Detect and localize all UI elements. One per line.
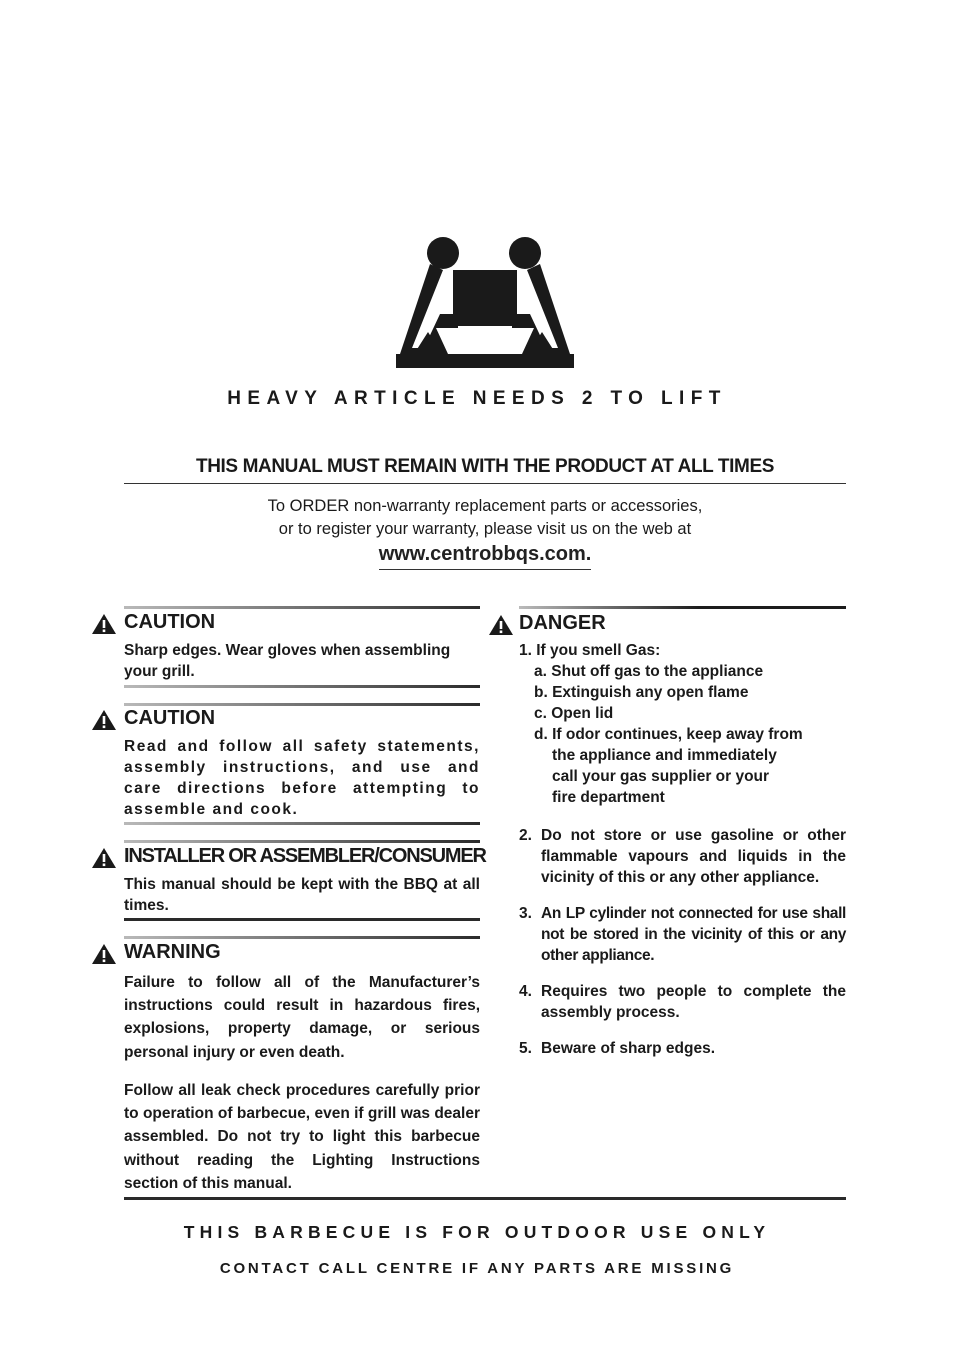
footer-rule	[124, 1197, 846, 1200]
warning-triangle-icon	[91, 847, 117, 869]
caution-2-heading: CAUTION	[124, 707, 216, 729]
caution-2-top-rule	[124, 703, 480, 706]
two-person-lift-icon	[396, 236, 574, 370]
danger-heading: DANGER	[519, 612, 606, 634]
danger-item-5	[519, 1038, 846, 1059]
installer-bottom-rule	[124, 918, 480, 921]
danger-item-1b: b. Extinguish any open flame	[534, 684, 749, 701]
danger-item-2-num: 2.	[519, 827, 532, 844]
warning-heading: WARNING	[124, 941, 221, 963]
missing-parts-notice: CONTACT CALL CENTRE IF ANY PARTS ARE MISSING	[219, 1260, 735, 1277]
warning-paragraph-2: Follow all leak check procedures carefully prior to operation of barbecue, even if grill was dealer assembled. Do not try to light this barbecue without reading the Lighting Instructions section of this manual.	[124, 1082, 480, 1192]
danger-item-5-text: Beware of sharp edges.	[541, 1040, 716, 1057]
warning-top-rule	[124, 936, 480, 939]
danger-item-1d-line-1: d. If odor continues, keep away from	[534, 726, 803, 743]
heavy-article-notice: HEAVY ARTICLE NEEDS 2 TO LIFT	[227, 388, 727, 409]
caution-1-bottom-rule	[124, 685, 480, 688]
installer-heading: INSTALLER OR ASSEMBLER/CONSUMER	[124, 845, 486, 867]
installer-text: This manual should be kept with the BBQ at all times.	[124, 876, 480, 914]
danger-item-1d-line-3: call your gas supplier or your	[552, 768, 770, 785]
warning-triangle-icon	[488, 614, 514, 636]
order-line-2: or to register your warranty, please visit us on the web at	[278, 520, 692, 538]
warning-triangle-icon	[91, 709, 117, 731]
danger-item-1d-line-4: fire department	[552, 789, 665, 806]
danger-item-3-text: An LP cylinder not connected for use shall not be stored in the vicinity of this or any other appliance.	[541, 905, 846, 964]
title-divider	[124, 483, 846, 484]
danger-item-2	[519, 825, 846, 888]
installer-top-rule	[124, 840, 480, 843]
danger-item-1c: c. Open lid	[534, 705, 614, 722]
website-link[interactable]: www.centrobbqs.com.	[379, 543, 592, 570]
danger-item-4	[519, 981, 846, 1023]
danger-item-1	[519, 640, 846, 808]
caution-1-top-rule	[124, 606, 480, 609]
caution-2-text: Read and follow all safety statements, assembly instructions, and use and care directions before attempting to assemble and cook.	[124, 738, 480, 818]
warning-triangle-icon	[91, 943, 117, 965]
order-line-1: To ORDER non-warranty replacement parts or accessories,	[267, 497, 703, 515]
manual-title: THIS MANUAL MUST REMAIN WITH THE PRODUCT AT ALL TIMES	[196, 456, 774, 477]
danger-item-3	[519, 903, 846, 966]
warning-triangle-icon	[91, 613, 117, 635]
danger-top-rule	[519, 606, 846, 609]
outdoor-use-notice: THIS BARBECUE IS FOR OUTDOOR USE ONLY	[183, 1222, 771, 1242]
url-wrap	[124, 543, 846, 570]
caution-1-heading: CAUTION	[124, 611, 216, 633]
danger-item-5-num: 5.	[519, 1040, 532, 1057]
danger-item-4-num: 4.	[519, 983, 532, 1000]
danger-item-2-text: Do not store or use gasoline or other flammable vapours and liquids in the vicinity of this or any other appliance.	[541, 827, 846, 886]
danger-item-1a: a. Shut off gas to the appliance	[534, 663, 764, 680]
warning-paragraph-1: Failure to follow all of the Manufacturer’s instructions could result in hazardous fires, explosions, property damage, or serious personal injury or even death.	[124, 974, 480, 1061]
danger-item-3-num: 3.	[519, 905, 532, 922]
caution-1-text: Sharp edges. Wear gloves when assembling your grill.	[124, 642, 451, 680]
danger-item-1d-line-2: the appliance and immediately	[552, 747, 777, 764]
caution-2-bottom-rule	[124, 822, 480, 825]
danger-item-1-title: 1. If you smell Gas:	[519, 642, 661, 659]
order-info	[124, 495, 846, 541]
danger-item-4-text: Requires two people to complete the assembly process.	[541, 983, 846, 1021]
